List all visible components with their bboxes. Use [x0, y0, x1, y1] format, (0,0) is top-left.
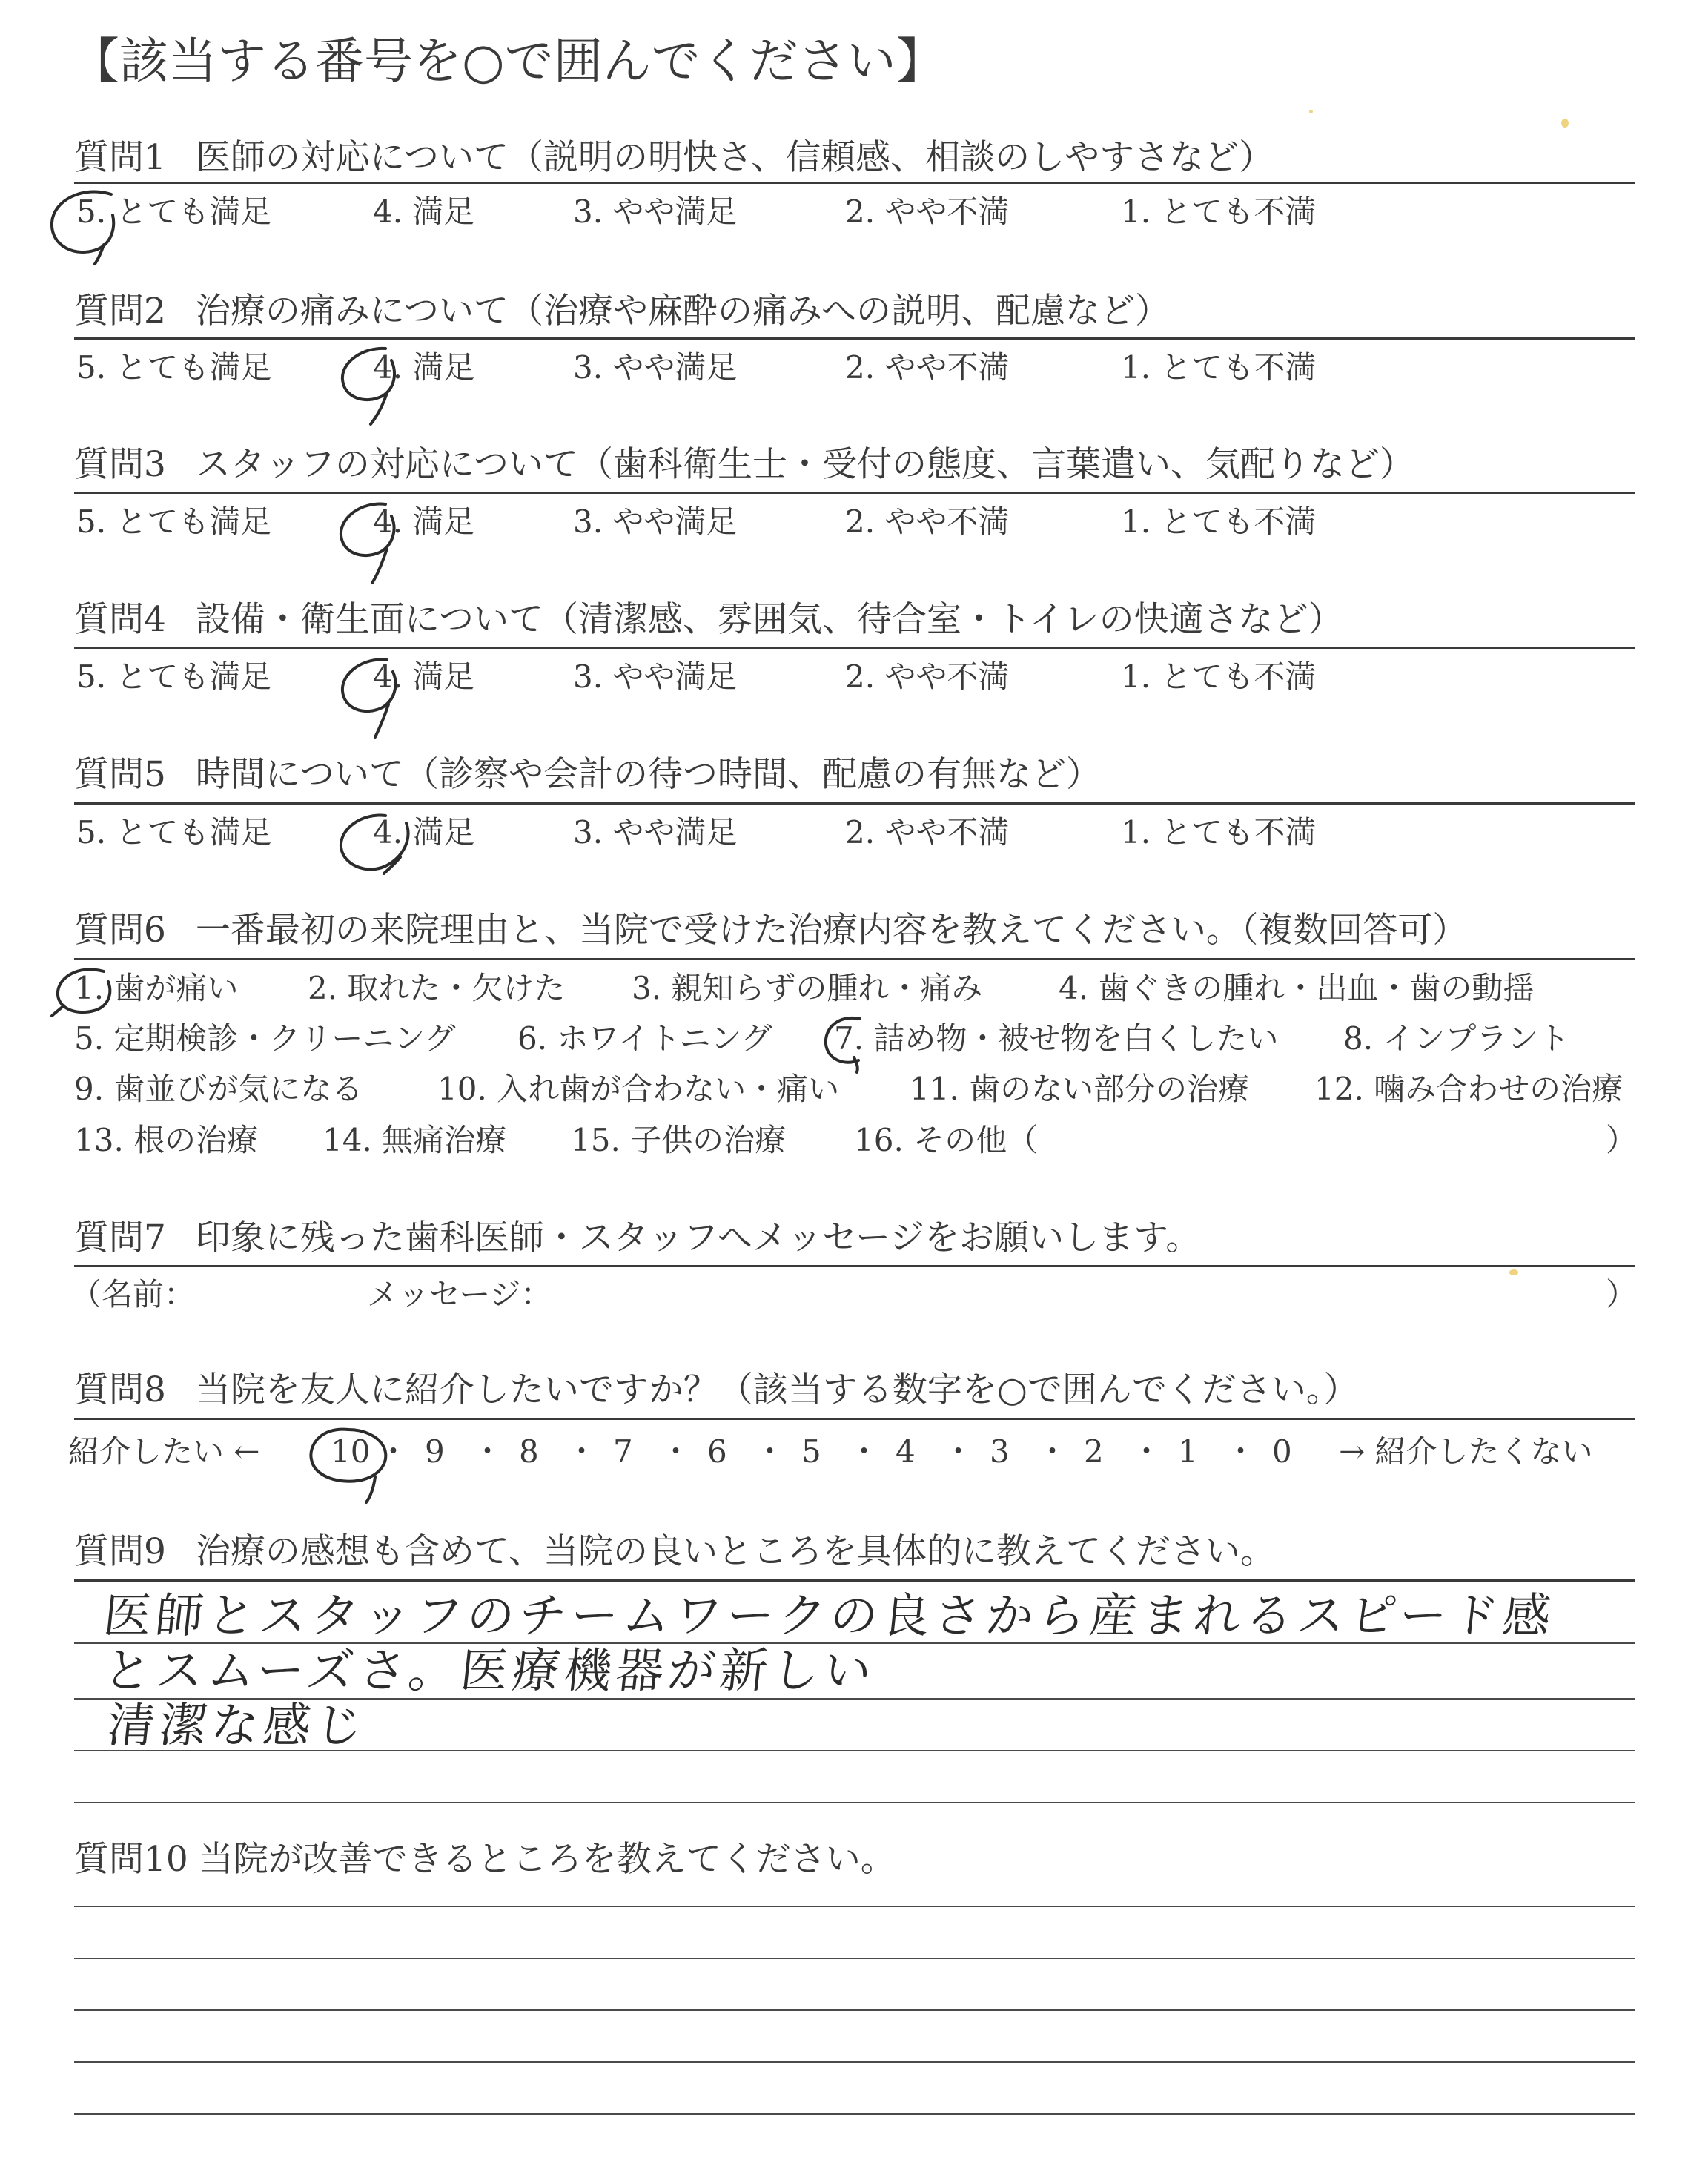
- question-1-title: [74, 136, 1274, 180]
- q8-scale-separator: ・: [942, 1433, 974, 1470]
- question-8-rule: [74, 1418, 1635, 1420]
- q8-scale-separator: ・: [471, 1433, 503, 1470]
- question-3-title: [74, 443, 1414, 487]
- q8-scale-value-8[interactable]: 8: [519, 1433, 539, 1470]
- ink-stain: [1561, 119, 1569, 128]
- q9-answer-line-2[interactable]: とスムーズさ。医療機器が新しい: [101, 1644, 878, 1699]
- q1-option-1[interactable]: 1. とても不満: [1121, 194, 1317, 230]
- q5-option-3[interactable]: 3. やや満足: [573, 814, 738, 851]
- q8-scale-value-0[interactable]: 0: [1272, 1433, 1292, 1470]
- q6-option-14[interactable]: 14. 無痛治療: [322, 1122, 507, 1158]
- page-title: 【該当する番号を○で囲んでください】: [70, 33, 945, 90]
- q5-option-1[interactable]: 1. とても不満: [1121, 814, 1317, 851]
- q10-answer-rule-3: [74, 2009, 1635, 2011]
- q6-option-6[interactable]: 6. ホワイトニング: [517, 1020, 772, 1057]
- question-8-text: 当院を友人に紹介したいですか？（該当する数字を○で囲んでください。）: [195, 1370, 1359, 1410]
- q8-scale-separator: ・: [1036, 1433, 1068, 1470]
- q6-option-16[interactable]: 16. その他（: [854, 1122, 1039, 1158]
- question-4-rule: [74, 647, 1635, 649]
- q6-option-5[interactable]: 5. 定期検診・クリーニング: [74, 1020, 456, 1057]
- q5-option-4[interactable]: 4. 満足: [373, 814, 475, 851]
- q8-scale-value-2[interactable]: 2: [1084, 1433, 1104, 1470]
- q10-answer-rule-4: [74, 2061, 1635, 2063]
- q3-option-4[interactable]: 4. 満足: [373, 503, 475, 540]
- question-3-number: 質問3: [74, 444, 166, 485]
- question-6-number: 質問6: [74, 910, 166, 951]
- q3-option-2[interactable]: 2. やや不満: [845, 503, 1010, 540]
- question-7-text: 印象に残った歯科医師・スタッフへメッセージをお願いします。: [195, 1218, 1201, 1258]
- ink-stain: [1509, 1269, 1518, 1275]
- question-3-text: スタッフの対応について（歯科衛生士・受付の態度、言葉遣い、気配りなど）: [195, 444, 1414, 485]
- question-9-rule: [74, 1579, 1635, 1582]
- question-4-title: [74, 598, 1343, 642]
- q6-option-12[interactable]: 12. 噛み合わせの治療: [1314, 1071, 1623, 1107]
- q6-option-3[interactable]: 3. 親知らずの腫れ・痛み: [632, 970, 983, 1006]
- q1-option-4[interactable]: 4. 満足: [373, 194, 475, 230]
- question-4-text: 設備・衛生面について（清潔感、雰囲気、待合室・トイレの快適さなど）: [195, 599, 1343, 640]
- question-1-rule: [74, 182, 1635, 184]
- q6-option-9[interactable]: 9. 歯並びが気になる: [74, 1071, 363, 1107]
- question-2-rule: [74, 337, 1635, 340]
- q6-option-4[interactable]: 4. 歯ぐきの腫れ・出血・歯の動揺: [1059, 970, 1535, 1006]
- q2-option-3[interactable]: 3. やや満足: [573, 349, 738, 386]
- q4-option-2[interactable]: 2. やや不満: [845, 658, 1010, 695]
- q3-option-1[interactable]: 1. とても不満: [1121, 503, 1317, 540]
- q8-scale-value-1[interactable]: 1: [1178, 1433, 1198, 1470]
- q4-option-5[interactable]: 5. とても満足: [76, 658, 272, 695]
- question-2-number: 質問2: [74, 291, 166, 331]
- q9-answer-rule-4: [74, 1802, 1635, 1803]
- q7-name-label[interactable]: （名前：: [70, 1276, 196, 1312]
- question-9-title: [74, 1530, 1275, 1574]
- ink-stain: [1309, 110, 1313, 113]
- question-8-title: [74, 1368, 1358, 1413]
- q8-scale-value-7[interactable]: 7: [613, 1433, 633, 1470]
- q2-option-1[interactable]: 1. とても不満: [1121, 349, 1317, 386]
- q3-option-3[interactable]: 3. やや満足: [573, 503, 738, 540]
- question-4-number: 質問4: [74, 599, 166, 640]
- q8-scale-value-5[interactable]: 5: [801, 1433, 821, 1470]
- q1-option-3[interactable]: 3. やや満足: [573, 194, 738, 230]
- q8-left-label: 紹介したい ←: [68, 1433, 260, 1470]
- question-10-number: 質問10: [74, 1839, 188, 1880]
- question-7-number: 質問7: [74, 1218, 166, 1258]
- q6-option-7[interactable]: 7. 詰め物・被せ物を白くしたい: [834, 1020, 1279, 1057]
- question-10-text: 当院が改善できるところを教えてください。: [198, 1839, 896, 1880]
- q8-scale-value-3[interactable]: 3: [990, 1433, 1010, 1470]
- q10-answer-rule-1: [74, 1906, 1635, 1907]
- q8-scale-separator: ・: [754, 1433, 786, 1470]
- q5-option-5[interactable]: 5. とても満足: [76, 814, 272, 851]
- q8-right-label: → 紹介したくない: [1339, 1433, 1593, 1470]
- question-6-text: 一番最初の来院理由と、当院で受けた治療内容を教えてください。（複数回答可）: [195, 910, 1468, 951]
- q4-option-4[interactable]: 4. 満足: [373, 658, 475, 695]
- q9-answer-line-1[interactable]: 医師とスタッフのチームワークの良さから産まれるスピード感: [101, 1589, 1558, 1644]
- q10-answer-rule-2: [74, 1958, 1635, 1959]
- question-9-text: 治療の感想も含めて、当院の良いところを具体的に教えてください。: [195, 1531, 1275, 1572]
- q6-option-10[interactable]: 10. 入れ歯が合わない・痛い: [437, 1071, 840, 1107]
- q5-option-2[interactable]: 2. やや不満: [845, 814, 1010, 851]
- q2-option-4[interactable]: 4. 満足: [373, 349, 475, 386]
- question-3-rule: [74, 492, 1635, 494]
- q6-option-1[interactable]: 1. 歯が痛い: [74, 970, 239, 1006]
- q8-scale-separator: ・: [660, 1433, 692, 1470]
- q8-scale-separator: ・: [848, 1433, 880, 1470]
- q6-option-16-close: ）: [1606, 1122, 1638, 1158]
- question-7-title: [74, 1216, 1200, 1261]
- question-1-number: 質問1: [74, 137, 166, 178]
- q6-option-13[interactable]: 13. 根の治療: [74, 1122, 259, 1158]
- question-6-title: [74, 908, 1467, 953]
- q8-scale-separator: ・: [377, 1433, 409, 1470]
- question-2-text: 治療の痛みについて（治療や麻酔の痛みへの説明、配慮など）: [195, 291, 1171, 331]
- q8-scale-separator: ・: [1131, 1433, 1162, 1470]
- question-9-number: 質問9: [74, 1531, 166, 1572]
- question-10-title: [74, 1837, 896, 1882]
- q8-scale-separator: ・: [566, 1433, 598, 1470]
- q9-answer-line-3[interactable]: 清潔な感じ: [105, 1699, 370, 1754]
- question-5-title: [74, 753, 1101, 797]
- question-6-rule: [74, 958, 1635, 960]
- q10-answer-rule-5: [74, 2113, 1635, 2115]
- q6-option-11[interactable]: 11. 歯のない部分の治療: [910, 1071, 1250, 1107]
- q1-option-5[interactable]: 5. とても満足: [76, 194, 272, 230]
- q8-scale-value-10[interactable]: 10: [331, 1433, 371, 1470]
- question-1-text: 医師の対応について（説明の明快さ、信頼感、相談のしやすさなど）: [195, 137, 1274, 178]
- question-5-text: 時間について（診察や会計の待つ時間、配慮の有無など）: [195, 754, 1101, 795]
- q6-option-15[interactable]: 15. 子供の治療: [571, 1122, 787, 1158]
- q8-scale-separator: ・: [1225, 1433, 1257, 1470]
- q1-option-2[interactable]: 2. やや不満: [845, 194, 1010, 230]
- q4-option-3[interactable]: 3. やや満足: [573, 658, 738, 695]
- q3-option-5[interactable]: 5. とても満足: [76, 503, 272, 540]
- q8-scale-value-6[interactable]: 6: [707, 1433, 727, 1470]
- question-7-rule: [74, 1265, 1635, 1267]
- q4-option-1[interactable]: 1. とても不満: [1121, 658, 1317, 695]
- q8-scale-value-4[interactable]: 4: [896, 1433, 916, 1470]
- q6-option-8[interactable]: 8. インプラント: [1343, 1020, 1570, 1057]
- q2-option-5[interactable]: 5. とても満足: [76, 349, 272, 386]
- q7-close-paren: ）: [1606, 1276, 1638, 1312]
- q7-message-label[interactable]: メッセージ：: [367, 1276, 552, 1312]
- question-5-rule: [74, 802, 1635, 805]
- q8-scale-value-9[interactable]: 9: [425, 1433, 445, 1470]
- q2-option-2[interactable]: 2. やや不満: [845, 349, 1010, 386]
- question-2-title: [74, 289, 1170, 334]
- question-8-number: 質問8: [74, 1370, 166, 1410]
- question-5-number: 質問5: [74, 754, 166, 795]
- q6-option-2[interactable]: 2. 取れた・欠けた: [308, 970, 566, 1006]
